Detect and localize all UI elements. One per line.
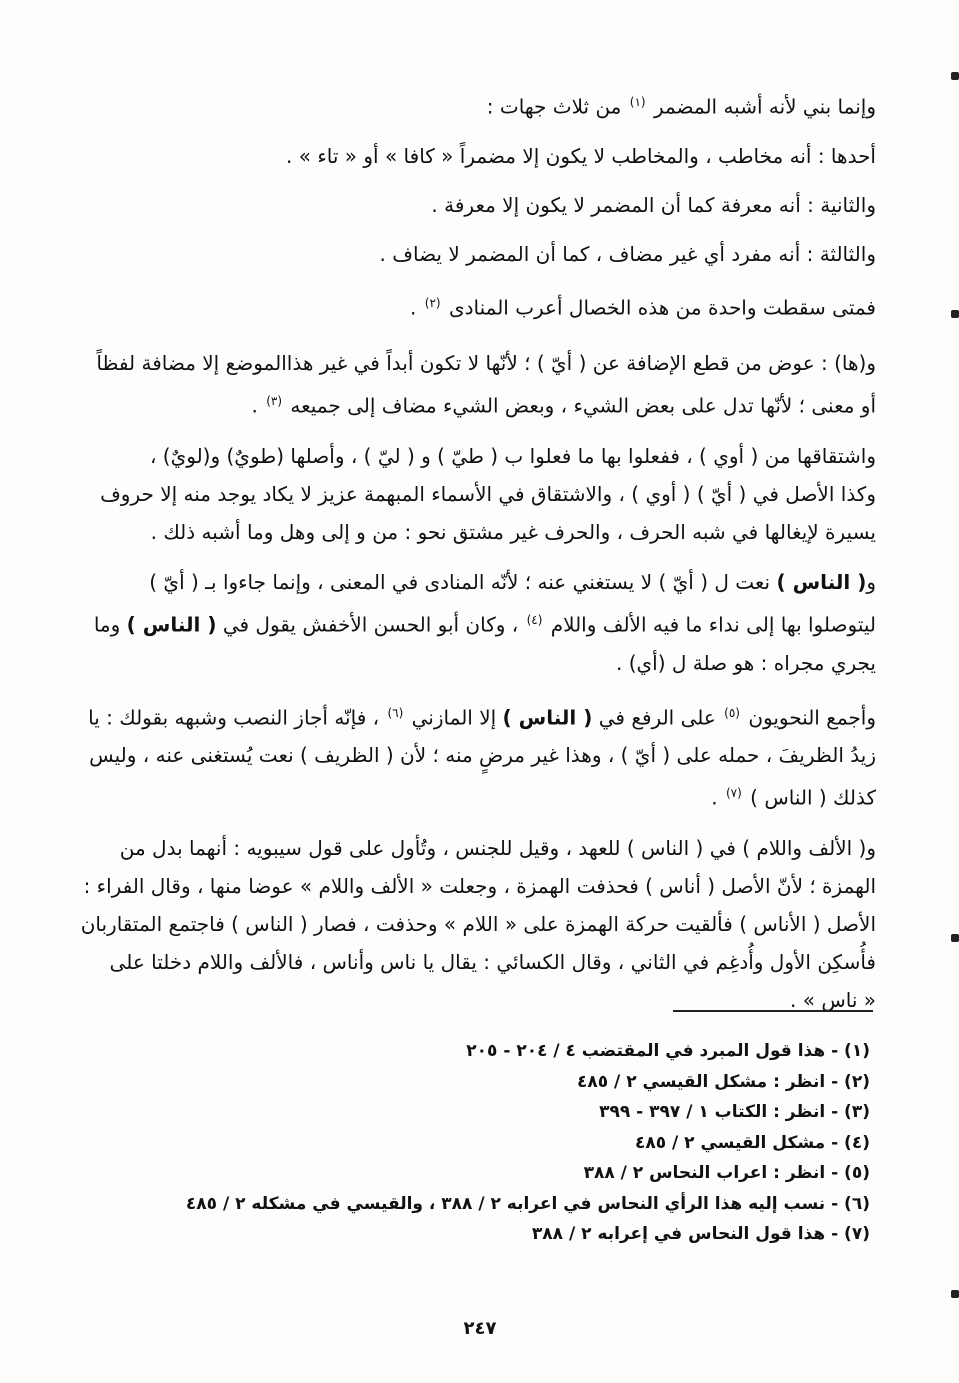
text: نعت ل ( أيّ ) لا يستغني عنه ؛ لأنّه المنادى في المعنى ، وإنما جاءوا بـ ( أيّ ) — [149, 569, 771, 594]
text: ليتوصلوا بها إلى نداء ما فيه الألف واللام — [550, 612, 876, 637]
text: أو معنى ؛ لأنّها تدل على بعض الشيء ، وبعض الشيء مضاف إلى جميعه — [290, 393, 876, 418]
text: ، وكان أبو الحسن الأخفش يقول في — [222, 612, 519, 637]
text: وأجمع النحويون — [748, 705, 876, 730]
text-line: وكذا الأصل في ( أيّ ) ( أوي ) ، والاشتقاق في الأسماء المبهمة عزيز لا يكاد يوجد منه إلا حروف — [100, 481, 876, 506]
text: إلا المازني — [411, 705, 497, 730]
text: . — [251, 393, 258, 418]
text: . — [410, 295, 417, 320]
text-line — [84, 694, 876, 737]
text-line: « ناس » . — [790, 987, 876, 1012]
text-line: الهمزة ؛ لأنّ الأصل ( أناس ) فحذفت الهمزة ، وجعلت « الألف واللام » عوضا منها ، وقال الفراء : — [83, 873, 876, 898]
footnote-ref: (٧) — [725, 786, 742, 801]
text: على الرفع في — [598, 705, 716, 730]
footnote: (٢) - انظر : مشكل القيسي ٢ / ٤٨٥ — [577, 1071, 870, 1092]
footnote: (٦) - نسب إليه هذا الرأي النحاس في اعرابه ٢ / ٣٨٨ ، والقيسي في مشكله ٢ / ٤٨٥ — [185, 1193, 870, 1214]
paragraph-nas — [84, 563, 876, 682]
text-line: فأُسكِن الأول وأُدغِم في الثاني ، وقال الكسائي : يقال يا ناس وأناس ، فالألف واللام دخلتا على — [109, 949, 876, 974]
bold-term: ( الناس ) — [776, 569, 867, 594]
intro-line-5 — [84, 279, 876, 333]
footnote: (١) - هذا قول المبرد في المقتضب ٤ / ٢٠٤ - ٢٠٥ — [466, 1041, 870, 1061]
text-line — [84, 774, 876, 817]
text-line: الأصل ( الأناس ) فألقيت حركة الهمزة على « اللام » وحذفت ، فصار ( الناس ) فاجتمع المتقاربان — [80, 911, 876, 936]
footnotes — [180, 1036, 870, 1250]
footnote: (٣) - انظر : الكتاب ١ / ٣٩٧ - ٣٩٩ — [599, 1102, 870, 1122]
paragraph-ha — [84, 344, 876, 425]
binding-mark — [951, 72, 959, 80]
text-line: يجري مجراه : هو صلة ل (أي) . — [615, 650, 876, 675]
intro-line-3: والثانية : أنه معرفة كما أن المضمر لا يكون إلا معرفة . — [431, 192, 876, 217]
footnote-ref: (١) — [629, 95, 646, 109]
paragraph-ijmaa — [84, 694, 876, 817]
binding-mark — [951, 934, 959, 942]
intro-line-2: أحدها : أنه مخاطب ، والمخاطب لا يكون إلا مضمراً « كافا » أو « تاء » . — [286, 143, 876, 168]
footnote: (٧) - هذا قول النحاس في إعرابه ٢ / ٣٨٨ — [531, 1224, 870, 1244]
bold-term: ( الناس ) — [502, 705, 593, 730]
text: وما — [93, 612, 121, 637]
footnote: (٥) - انظر : اعراب النحاس ٢ / ٣٨٨ — [583, 1163, 870, 1183]
main-text — [80, 78, 876, 1019]
text: . — [711, 785, 718, 810]
intro-line-4: والثالثة : أنه مفرد أي غير مضاف ، كما أن المضمر لا يضاف . — [379, 241, 876, 266]
page-number: ٢٤٧ — [463, 1318, 497, 1339]
intro-line-1 — [84, 78, 876, 132]
paragraph-ishtiqaq — [84, 437, 876, 551]
bold-term: ( الناس ) — [126, 612, 217, 637]
footnote-ref: (٦) — [387, 705, 404, 720]
text: وإنما بني لأنه أشبه المضمر — [653, 94, 876, 119]
text-line: و( الألف واللام ) في ( الناس ) للعهد ، وقيل للجنس ، وتُأول على قول سيبويه : أنهما بدل من — [119, 835, 876, 860]
binding-mark — [951, 1290, 959, 1298]
text: و — [866, 569, 876, 594]
footnote-ref: (٣) — [266, 394, 283, 409]
footnote-ref: (٥) — [724, 705, 740, 720]
footnote: (٤) - مشكل القيسي ٢ / ٤٨٥ — [634, 1132, 870, 1153]
footnote-divider — [673, 1010, 873, 1012]
text: كذلك ( الناس ) — [750, 785, 876, 810]
text: ، فإنّه أجاز النصب وشبهه بقولك : يا — [88, 705, 380, 730]
binding-mark — [951, 310, 959, 318]
text-line: و(ها) : عوض من قطع الإضافة عن ( أيّ ) ؛ لأنّها لا تكون أبداً في غير هذاالموضع إلا مضافة لفظاً — [96, 351, 876, 376]
footnote-ref: (٢) — [424, 295, 441, 310]
paragraph-alif — [80, 829, 876, 1019]
text-line — [84, 563, 876, 601]
text-line: زيدُ الظريفَ ، حمله على ( أيّ ) ، وهذا غير مرضٍ منه ؛ لأن ( الظريف ) نعت يُستغنى عنه ، وليس — [89, 743, 876, 768]
text-line: واشتقاقها من ( أوي ) ، ففعلوا بها ما فعلوا ب ( طيّ ) و ( ليّ ) ، وأصلها (طويٌ) و(لويٌ) ، — [149, 443, 876, 468]
footnote-ref: (٤) — [526, 612, 543, 627]
text: فمتى سقطت واحدة من هذه الخصال أعرب المنادى — [448, 295, 876, 320]
text-line — [84, 382, 876, 425]
text: من ثلاث جهات : — [486, 94, 622, 119]
text-line: يسيرة لإيغالها في شبه الحرف ، والحرف غير مشتق نحو : من و إلى وهل وما أشبه ذلك . — [150, 519, 876, 544]
text-line — [84, 601, 876, 644]
